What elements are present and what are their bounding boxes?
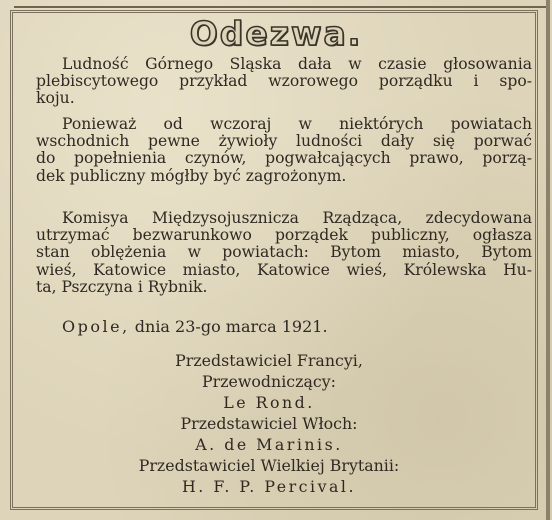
text-line: koju.: [36, 90, 75, 108]
page-title: Odezwa.: [189, 14, 363, 53]
france-role: Przedstawiciel Francyi,: [175, 351, 363, 370]
text-line: dek publiczny mógłby być zagrożonym.: [36, 167, 347, 185]
text-line: stan oblężenia w powiatach: Bytom miasto, Bytom: [36, 244, 532, 262]
paragraph-2: [36, 116, 532, 185]
britain-name: H. F. P. Percival.: [182, 477, 356, 496]
dateline: [48, 318, 532, 335]
italy-role: Przedstawiciel Włoch:: [180, 414, 358, 433]
paragraph-3: [36, 210, 532, 296]
text-line: utrzymać bezwarunkowo porządek publiczny, ogłasza: [36, 227, 532, 245]
signature-block: [0, 350, 538, 497]
dateline-date: dnia 23-go marca 1921.: [134, 317, 328, 336]
france-name: Le Rond.: [223, 393, 315, 412]
chair-role: Przewodniczący:: [202, 372, 336, 391]
top-rule: [14, 6, 548, 8]
text-line: plebiscytowego przykład wzorowego porządku i spo-: [36, 73, 532, 91]
text-line: do popełnienia czynów, pogwałcających prawo, porzą-: [36, 150, 532, 168]
page-edge: [546, 0, 550, 520]
text-line: wschodnich pewne żywioły ludności dały się porwać: [36, 133, 532, 151]
text-line: ta, Pszczyna i Rybnik.: [36, 278, 208, 296]
italy-name: A. de Marinis.: [195, 435, 343, 454]
text-line: Ludność Górnego Śląska dała w czasie głosowania: [62, 56, 532, 73]
dateline-place: Opole,: [62, 317, 130, 336]
text-line: wieś, Katowice miasto, Katowice wieś, Królewska Hu-: [36, 261, 532, 279]
text-line: Komisya Międzysojusznicza Rządząca, zdecydowana: [62, 210, 532, 227]
text-line: Ponieważ od wczoraj w niektórych powiatach: [62, 116, 532, 133]
paragraph-1: [36, 56, 532, 108]
britain-role: Przedstawiciel Wielkiej Brytanii:: [138, 456, 400, 475]
